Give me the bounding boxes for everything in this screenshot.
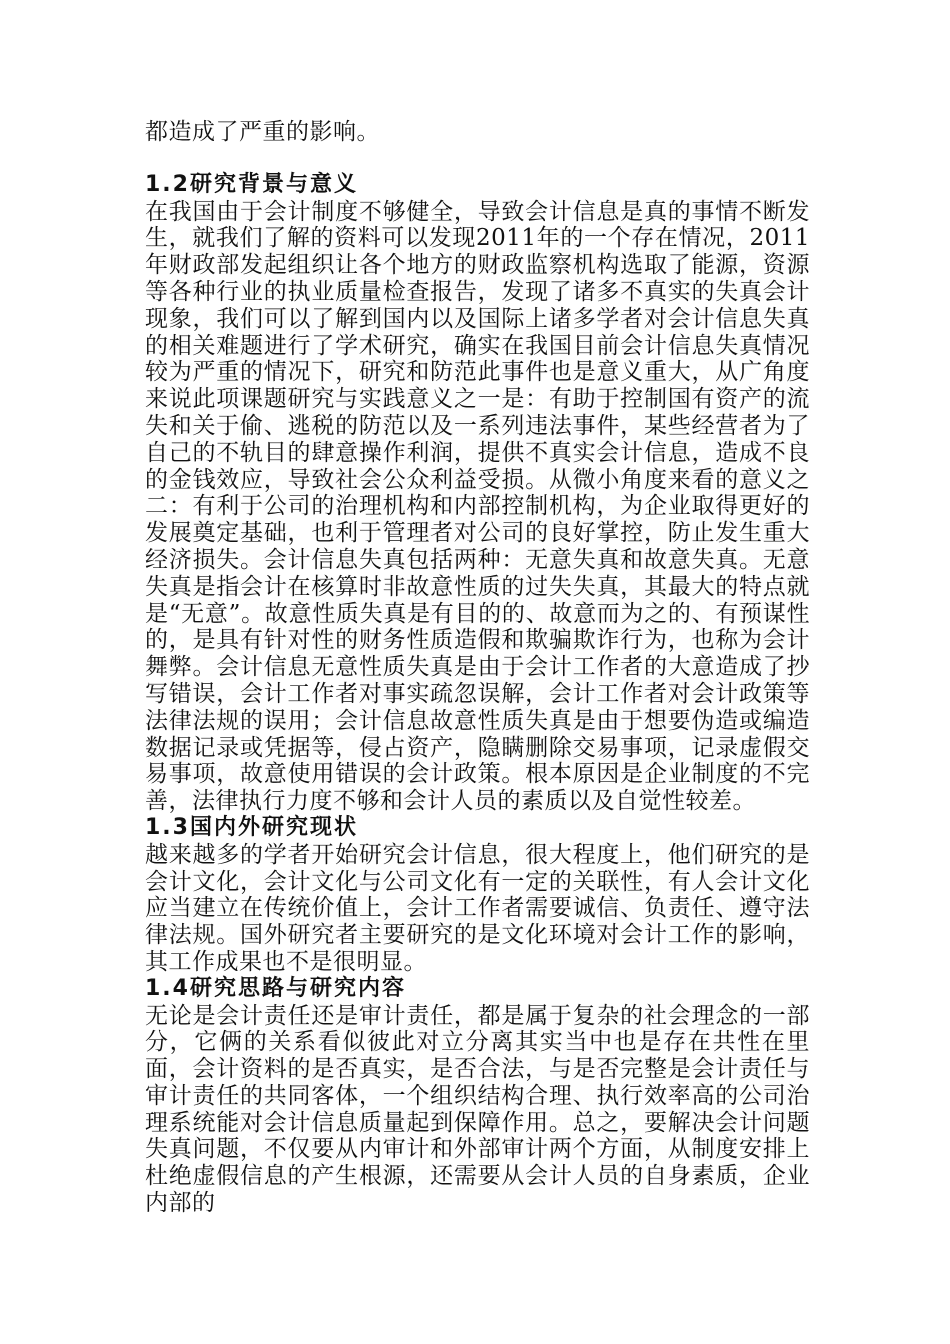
lead-paragraph: 都造成了严重的影响。 bbox=[145, 119, 380, 145]
section-body-research-status: 越来越多的学者开始研究会计信息，很大程度上，他们研究的是会计文化，会计文化与公司文化有一定的关联性，有人会计文化应当建立在传统价值上，会计工作者需要诚信、负责任、遵守法律法规。国外研究者主要研究的是文化环境对会计工作的影响，其工作成果也不是很明显。 bbox=[145, 841, 810, 975]
section-heading-research-approach: 1.4研究思路与研究内容 bbox=[145, 975, 406, 1001]
section-body-research-approach: 无论是会计责任还是审计责任，都是属于复杂的社会理念的一部分，它俩的关系看似彼此对立分离其实当中也是存在共性在里面，会计资料的是否真实，是否合法，与是否完整是会计责任与审计责任的共同客体，一个组织结构合理、执行效率高的公司治理系统能对会计信息质量起到保障作用。总之，要解决会计问题失真问题，不仅要从内审计和外部审计两个方面，从制度安排上杜绝虚假信息的产生根源，还需要从会计人员的自身素质，企业内部的 bbox=[145, 1002, 810, 1217]
section-heading-research-status: 1.3国内外研究现状 bbox=[145, 814, 358, 840]
document-page bbox=[145, 119, 810, 1217]
section-body-background: 在我国由于会计制度不够健全，导致会计信息是真的事情不断发生，就我们了解的资料可以发现2011年的一个存在情况，2011年财政部发起组织让各个地方的财政监察机构选取了能源，资源等各种行业的执业质量检查报告，发现了诸多不真实的失真会计现象，我们可以了解到国内以及国际上诸多学者对会计信息失真的相关难题进行了学术研究，确实在我国目前会计信息失真情况较为严重的情况下，研究和防范此事件也是意义重大，从广角度来说此项课题研究与实践意义之一是：有助于控制国有资产的流失和关于偷、逃税的防范以及一系列违法事件，某些经营者为了自己的不轨目的肆意操作利润，提供不真实会计信息，造成不良的金钱效应，导致社会公众利益受损。从微小角度来看的意义之二：有利于公司的治理机构和内部控制机构，为企业取得更好的发展奠定基础，也利于管理者对公司的良好掌控，防止发生重大经济损失。会计信息失真包括两种：无意失真和故意失真。无意失真是指会计在核算时非故意性质的过失失真，其最大的特点就是“无意”。故意性质失真是有目的的、故意而为之的、有预谋性的，是具有针对性的财务性质造假和欺骗欺诈行为，也称为会计舞弊。会计信息无意性质失真是由于会计工作者的大意造成了抄写错误，会计工作者对事实疏忽误解，会计工作者对会计政策等法律法规的误用；会计信息故意性质失真是由于想要伪造或编造数据记录或凭据等，侵占资产，隐瞒删除交易事项，记录虚假交易事项，故意使用错误的会计政策。根本原因是企业制度的不完善，法律执行力度不够和会计人员的素质以及自觉性较差。 bbox=[145, 198, 810, 815]
section-heading-background: 1.2研究背景与意义 bbox=[145, 171, 358, 197]
